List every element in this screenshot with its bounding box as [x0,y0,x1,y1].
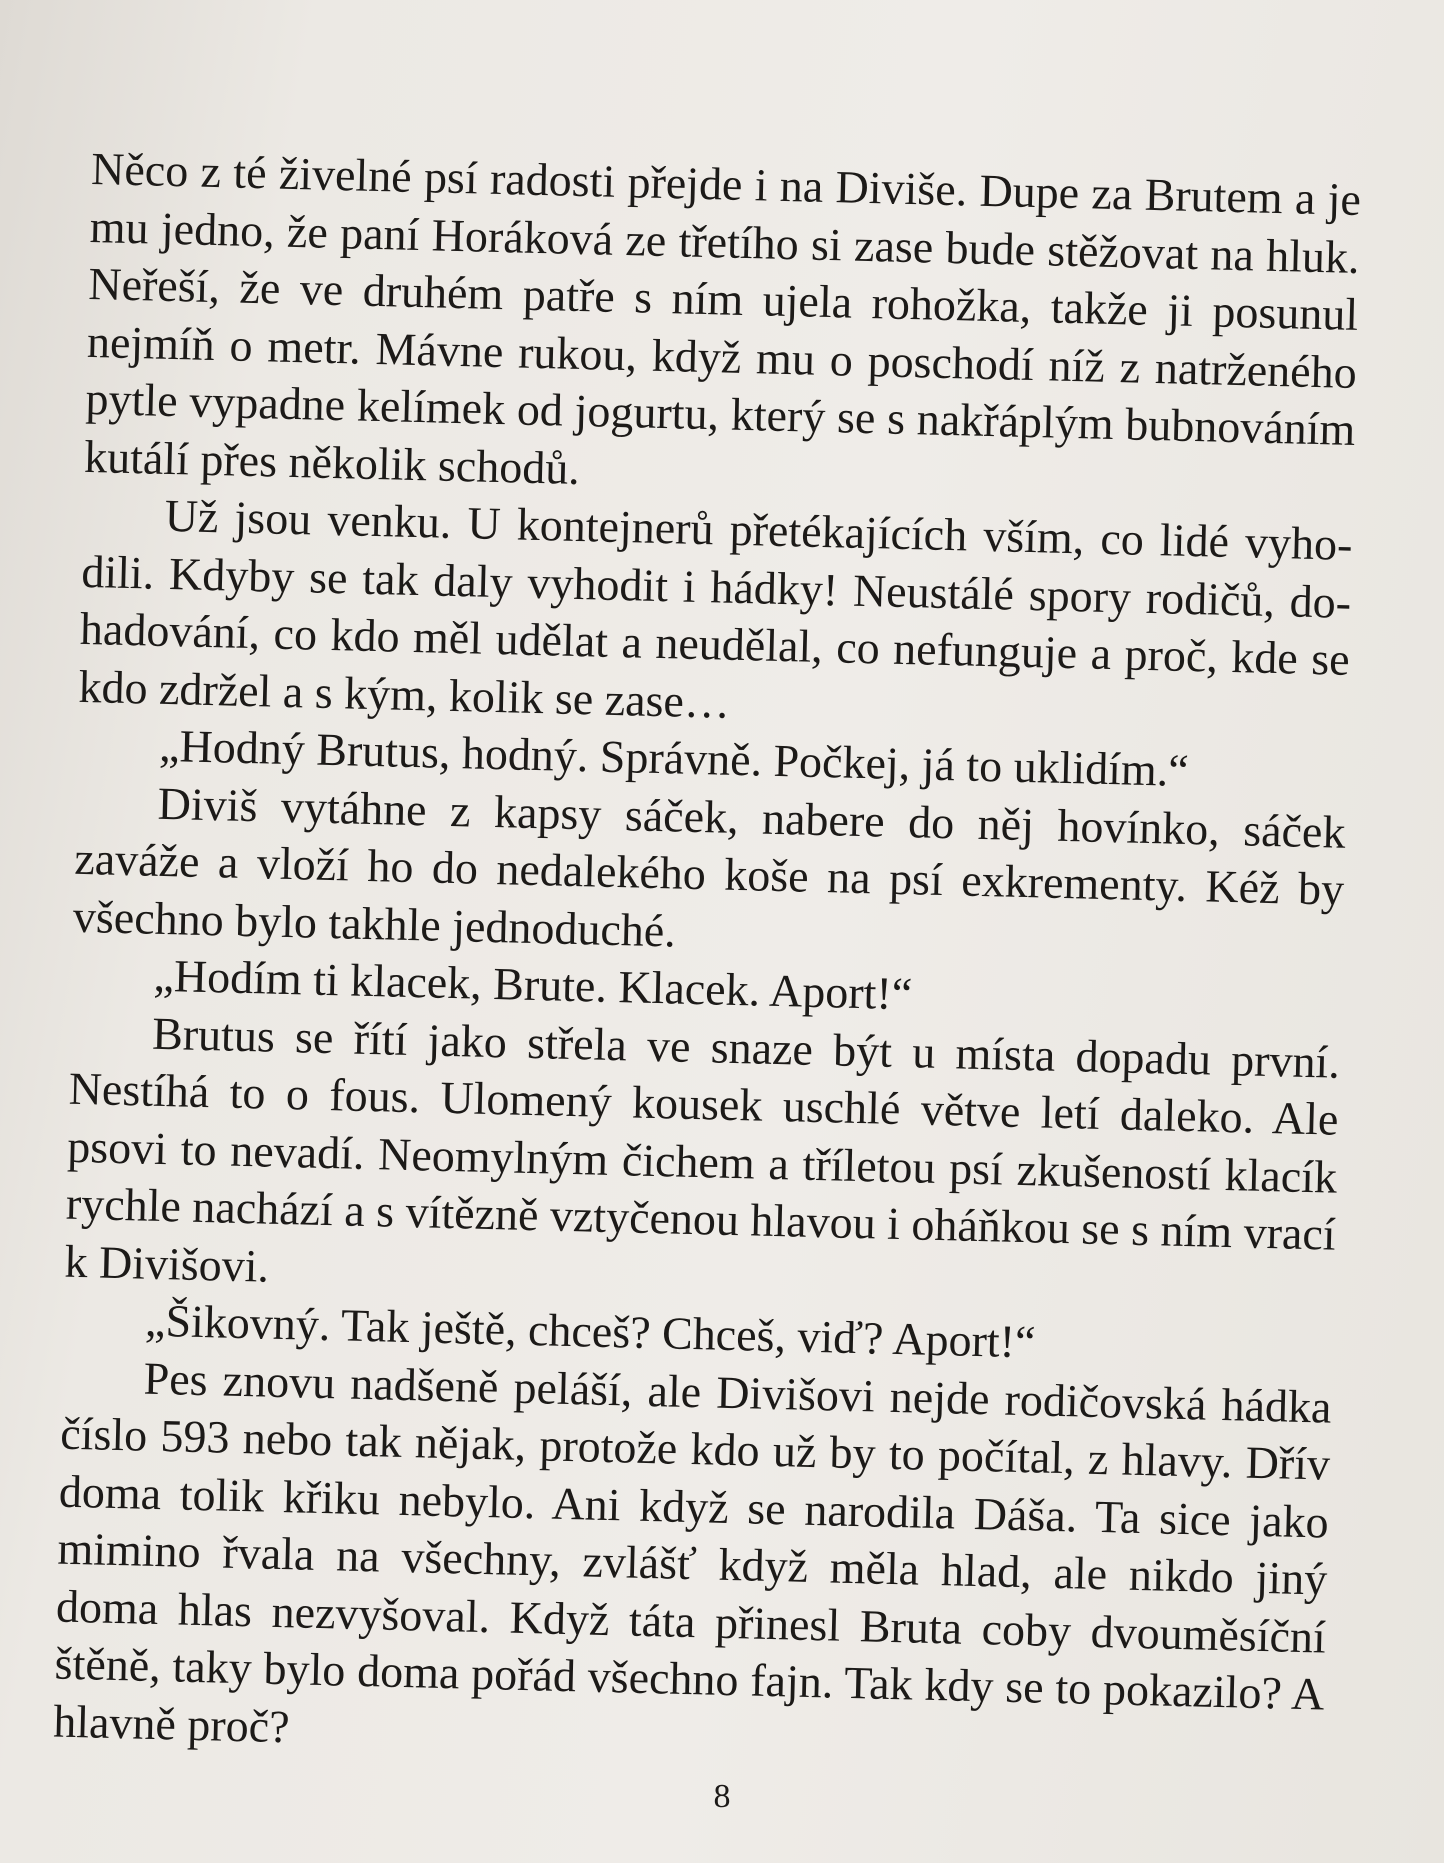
paragraph: Pes znovu nadšeně peláší, ale Divišovi nejde rodičovská hádka číslo 593 nebo tak nějak, protože kdo už by to počítal, z hlavy. Dřív doma tolik křiku nebylo. Ani když se narodila Dáša. Ta sice jako mimino řvala na všechny, zvlášť když měla hlad, ale nikdo jiný doma hlas nezvyšoval. Když táta přinesl Bruta coby dvouměsíční štěně, taky bylo doma pořád všechno fajn. Tak kdy se to pokazilo? A hlavně proč? [52,1352,1333,1752]
paragraph: „Šikovný. Tak ještě, chceš? Chceš, viď? Aport!“ [144,1294,1037,1368]
paragraph: Brutus se řítí jako střela ve snaze být u místa dopadu první. Nestíhá to o fous. Ulomený kousek uschlé větve letí daleko. Ale psovi to nevadí. Neomylným čichem a tříletou psí zkušeností klacík rychle nachází a s vítězně vztyčenou hlavou i oháňkou se s ním vrací k Divišovi. [63,1007,1341,1292]
page-number: 8 [713,1778,731,1815]
paragraph: Už jsou venku. U kontejnerů přetékajících vším, co lidé vyhodili. Kdyby se tak daly vyhodit i hádky! Neustálé spory rodičů, dohadování, co kdo měl udělat a neudělal, co nefunguje a proč, kde se kdo zdržel a s kým, kolik se zase… [78,489,1354,728]
paragraph: Něco z té živelné psí radosti přejde i na Diviše. Dupe za Brutem a je mu jedno, že paní Horáková ze třetího si zase bude stěžovat na hluk. Neřeší, že ve druhém patře s ním ujela rohožka, takže ji posunul nejmíň o metr. Mávne rukou, když mu o poschodí níž z natrženého pytle vypadne kelímek od jogurtu, který se s nakřáplým bubnováním kutálí přes několik schodů. [83,142,1362,494]
page-text [53,140,1362,1781]
paragraph: „Hodný Brutus, hodný. Správně. Počkej, já to uklidím.“ [158,719,1190,796]
paragraph: Diviš vytáhne z kapsy sáček, nabere do něj hovínko, sáček zaváže a vloží ho do nedalekého koše na psí exkrementy. Kéž by všechno bylo takhle jednoduché. [72,777,1347,956]
paragraph: „Hodím ti klacek, Brute. Klacek. Aport!“ [152,949,913,1020]
